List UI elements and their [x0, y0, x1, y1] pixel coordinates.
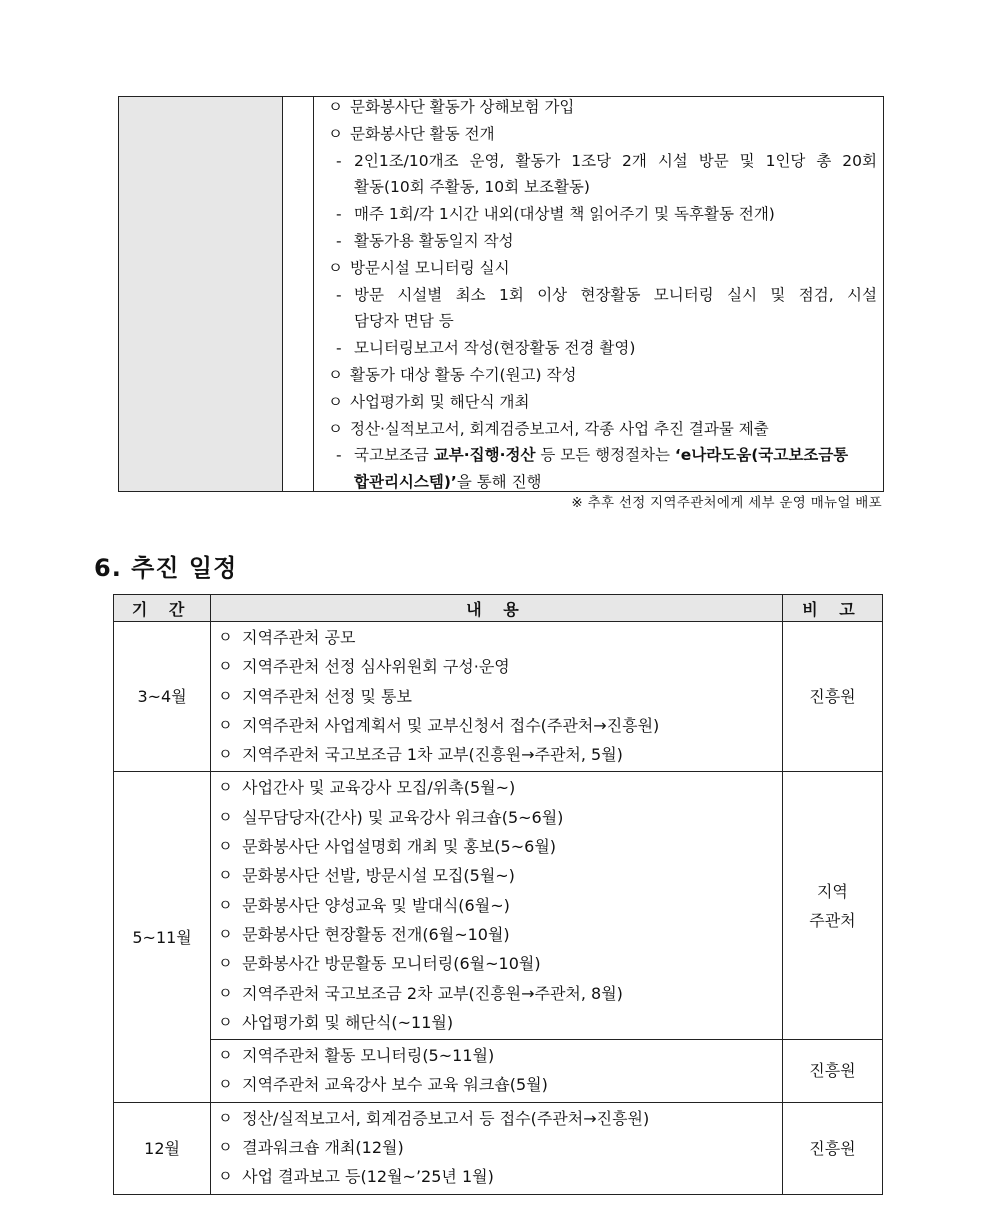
- line-bullet: ㅇ 문화봉사단 활동가 상해보험 가입: [328, 98, 575, 116]
- list-item: ㅇ 지역주관처 교육강사 보수 교육 워크숍(5월): [218, 1075, 548, 1095]
- list-item: ㅇ 문화봉사단 양성교육 및 발대식(6월~): [218, 895, 510, 915]
- line-continuation-admin: 합관리시스템)’을 통해 진행: [354, 473, 542, 492]
- line-bullet: ㅇ 방문시설 모니터링 실시: [328, 258, 510, 277]
- schedule-row: [114, 772, 883, 1040]
- line-bullet: ㅇ 사업평가회 및 해단식 개최: [328, 392, 530, 411]
- line-dash: - 모니터링보고서 작성(현장활동 전경 촬영): [336, 339, 636, 358]
- header-content: 내 용: [211, 595, 783, 622]
- list-item: ㅇ 문화봉사단 선발, 방문시설 모집(5월~): [218, 866, 515, 886]
- header-period: 기 간: [114, 595, 211, 622]
- list-item: ㅇ 지역주관처 사업계획서 및 교부신청서 접수(주관처→진흥원): [218, 715, 660, 735]
- list-item: ㅇ 실무담당자(간사) 및 교육강사 워크숍(5~6월): [218, 807, 564, 827]
- line-dash-admin: - 국고보조금 교부·집행·정산 등 모든 행정절차는 ‘e나라도움(국고보조금통: [336, 446, 849, 465]
- content-cell: [211, 1102, 783, 1194]
- period-cell: 5~11월: [114, 772, 211, 1102]
- list-item: ㅇ 지역주관처 선정 및 통보: [218, 686, 412, 706]
- list-item: ㅇ 문화봉사단 현장활동 전개(6월~10월): [218, 924, 510, 944]
- line-dash: - 매주 1회/각 1시간 내외(대상별 책 읽어주기 및 독후활동 전개): [336, 205, 775, 224]
- header-note: 비 고: [782, 595, 882, 622]
- line-dash: - 방문 시설별 최소 1회 이상 현장활동 모니터링 실시 및 점검, 시설: [336, 285, 877, 304]
- list-item: ㅇ 사업 결과보고 등(12월~’25년 1월): [218, 1167, 494, 1187]
- list-item: ㅇ 사업평가회 및 해단식(~11월): [218, 1012, 454, 1032]
- list-item: ㅇ 사업간사 및 교육강사 모집/위촉(5월~): [218, 778, 516, 798]
- category-cell: [119, 97, 283, 491]
- list-item: ㅇ 정산/실적보고서, 회계검증보고서 등 접수(주관처→진흥원): [218, 1108, 650, 1128]
- line-bullet: ㅇ 문화봉사단 활동 전개: [328, 124, 495, 143]
- content-cell: [211, 1040, 783, 1103]
- note-cell: [782, 772, 882, 1040]
- list-item: ㅇ 문화봉사단 사업설명회 개최 및 홍보(5~6월): [218, 837, 557, 857]
- line-continuation: 활동(10회 주활동, 10회 보조활동): [354, 178, 590, 197]
- header-row: [114, 595, 883, 622]
- schedule-row: [114, 622, 883, 772]
- note-cell: 진흥원: [782, 622, 882, 772]
- note-line: 지역: [816, 881, 848, 901]
- continuation-content: [324, 94, 877, 496]
- note-line: 주관처: [809, 910, 856, 930]
- line-continuation: 담당자 면담 등: [354, 312, 454, 331]
- continuation-table: [118, 96, 884, 492]
- schedule-table: [113, 594, 883, 1195]
- note-cell: 진흥원: [782, 1102, 882, 1194]
- schedule-row: [114, 1040, 883, 1103]
- line-dash: - 활동가용 활동일지 작성: [336, 231, 514, 250]
- line-bullet: ㅇ 활동가 대상 활동 수기(원고) 작성: [328, 365, 577, 384]
- content-cell: [211, 622, 783, 772]
- list-item: ㅇ 지역주관처 활동 모니터링(5~11월): [218, 1046, 495, 1066]
- list-item: ㅇ 지역주관처 국고보조금 2차 교부(진흥원→주관처, 8월): [218, 983, 623, 1003]
- note-cell: 진흥원: [782, 1040, 882, 1103]
- list-item: ㅇ 지역주관처 국고보조금 1차 교부(진흥원→주관처, 5월): [218, 745, 623, 765]
- spacer-cell: [283, 97, 314, 491]
- period-cell: 12월: [114, 1102, 211, 1194]
- list-item: ㅇ 지역주관처 선정 심사위원회 구성·운영: [218, 657, 510, 677]
- section-title: 6. 추진 일정: [94, 554, 238, 582]
- line-bullet: ㅇ 정산·실적보고서, 회계검증보고서, 각종 사업 추진 결과물 제출: [328, 419, 769, 438]
- list-item: ㅇ 결과워크숍 개최(12월): [218, 1138, 404, 1158]
- content-cell: [211, 772, 783, 1040]
- list-item: ㅇ 문화봉사간 방문활동 모니터링(6월~10월): [218, 954, 541, 974]
- manual-note: ※ 추후 선정 지역주관처에게 세부 운영 매뉴얼 배포: [571, 495, 882, 511]
- list-item: ㅇ 지역주관처 공모: [218, 628, 356, 647]
- line-dash: - 2인1조/10개조 운영, 활동가 1조당 2개 시설 방문 및 1인당 총 20회: [336, 151, 877, 170]
- period-cell: 3~4월: [114, 622, 211, 772]
- schedule-row: [114, 1102, 883, 1194]
